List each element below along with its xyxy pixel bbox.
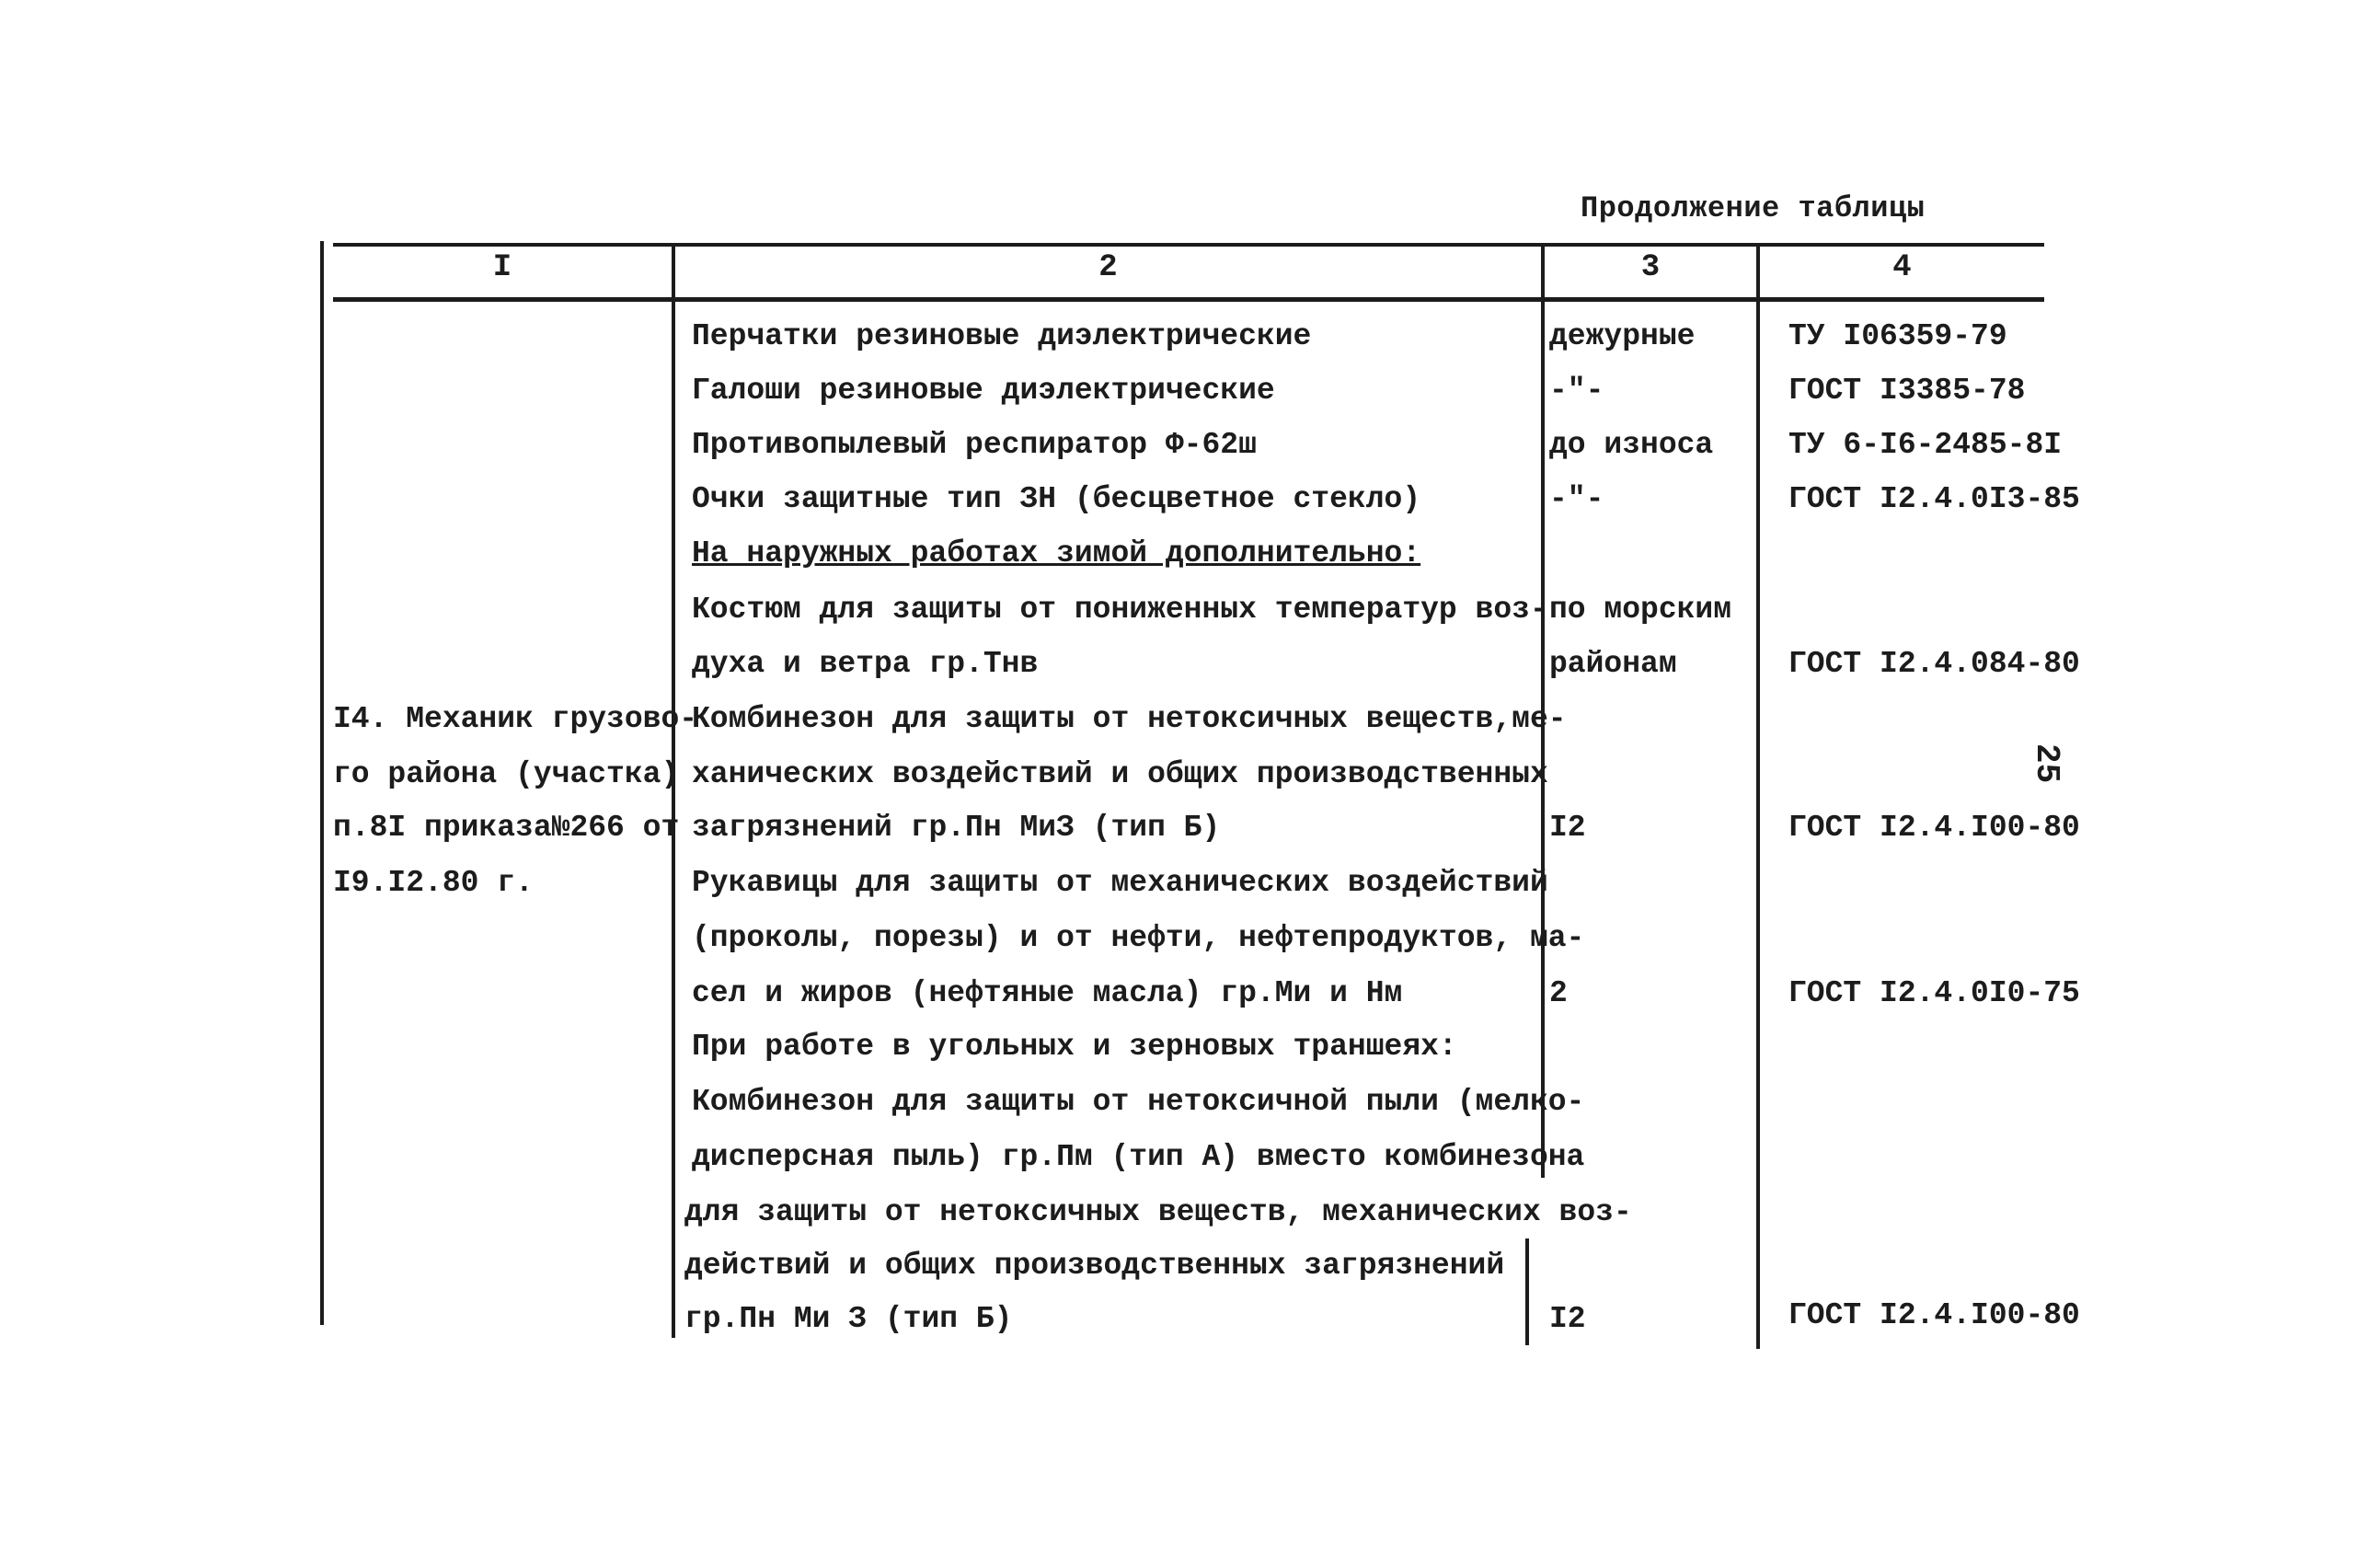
table-header-rule	[333, 297, 2044, 302]
standard-ref: ГОСТ I2.4.I00-80	[1788, 811, 2080, 845]
item-line: Рукавицы для защиты от механических воздействий	[692, 866, 1548, 900]
standard-ref: ТУ 6-I6-2485-8I	[1788, 428, 2063, 462]
standard-ref: ТУ I06359-79	[1788, 319, 2007, 353]
winter-section-heading: На наружных работах зимой дополнительно:	[692, 536, 1421, 570]
column-header-2: 2	[1098, 250, 1118, 285]
column-divider-3	[1756, 243, 1760, 1349]
item-line: духа и ветра гр.Тнв	[692, 647, 1039, 681]
item-line: Комбинезон для защиты от нетоксичной пыли (мелко-	[692, 1085, 1585, 1119]
column-header-1: I	[492, 250, 512, 285]
wear-period: по морским	[1549, 593, 1732, 627]
position-line: го района (участка)	[333, 757, 680, 791]
item-line: Комбинезон для защиты от нетоксичных веществ,ме-	[692, 702, 1567, 736]
item-line: загрязнений гр.Пн МиЗ (тип Б)	[692, 811, 1221, 845]
position-line: п.8I приказа№266 от	[333, 811, 680, 845]
item-line: Костюм для защиты от пониженных температур воз-	[692, 593, 1548, 627]
item-line: сел и жиров (нефтяные масла) гр.Ми и Нм	[692, 976, 1403, 1010]
wear-period: дежурные	[1549, 319, 1696, 353]
wear-period: до износа	[1549, 428, 1714, 462]
column-header-4: 4	[1892, 250, 1912, 285]
wear-period: I2	[1549, 1302, 1586, 1336]
standard-ref: ГОСТ I2.4.084-80	[1788, 647, 2080, 681]
item-line: дисперсная пыль) гр.Пм (тип А) вместо комбинезона	[692, 1140, 1585, 1174]
position-line: I4. Механик грузово-	[333, 702, 698, 736]
trench-section-heading: При работе в угольных и зерновых траншеях:	[692, 1030, 1457, 1064]
wear-period: районам	[1549, 647, 1677, 681]
table-left-border	[320, 241, 324, 1325]
item-line: Перчатки резиновые диэлектрические	[692, 319, 1312, 353]
item-line: ханических воздействий и общих производственных	[692, 757, 1548, 791]
item-line: Галоши резиновые диэлектрические	[692, 374, 1275, 408]
item-line: (проколы, порезы) и от нефти, нефтепродуктов, ма-	[692, 921, 1585, 955]
page-number: 25	[2028, 743, 2065, 784]
item-line: Очки защитные тип ЗН (бесцветное стекло)	[692, 482, 1421, 516]
item-line: гр.Пн Ми З (тип Б)	[684, 1302, 1013, 1336]
column-header-3: 3	[1640, 250, 1661, 285]
wear-period: -"-	[1549, 374, 1604, 408]
wear-period: I2	[1549, 811, 1586, 845]
wear-period: 2	[1549, 976, 1568, 1010]
item-line: Противопылевый респиратор Ф-62ш	[692, 428, 1257, 462]
table-top-rule	[333, 243, 2044, 247]
position-line: I9.I2.80 г.	[333, 866, 534, 900]
table-continuation-caption: Продолжение таблицы	[1581, 191, 1926, 225]
standard-ref: ГОСТ I3385-78	[1788, 374, 2026, 408]
column-divider-2-lower	[1525, 1238, 1529, 1345]
item-line: для защиты от нетоксичных веществ, механических воз-	[684, 1195, 1632, 1229]
standard-ref: ГОСТ I2.4.0I0-75	[1788, 976, 2080, 1010]
standard-ref: ГОСТ I2.4.0I3-85	[1788, 482, 2080, 516]
standard-ref: ГОСТ I2.4.I00-80	[1788, 1298, 2080, 1332]
wear-period: -"-	[1549, 482, 1604, 516]
item-line: действий и общих производственных загрязнений	[684, 1249, 1505, 1283]
